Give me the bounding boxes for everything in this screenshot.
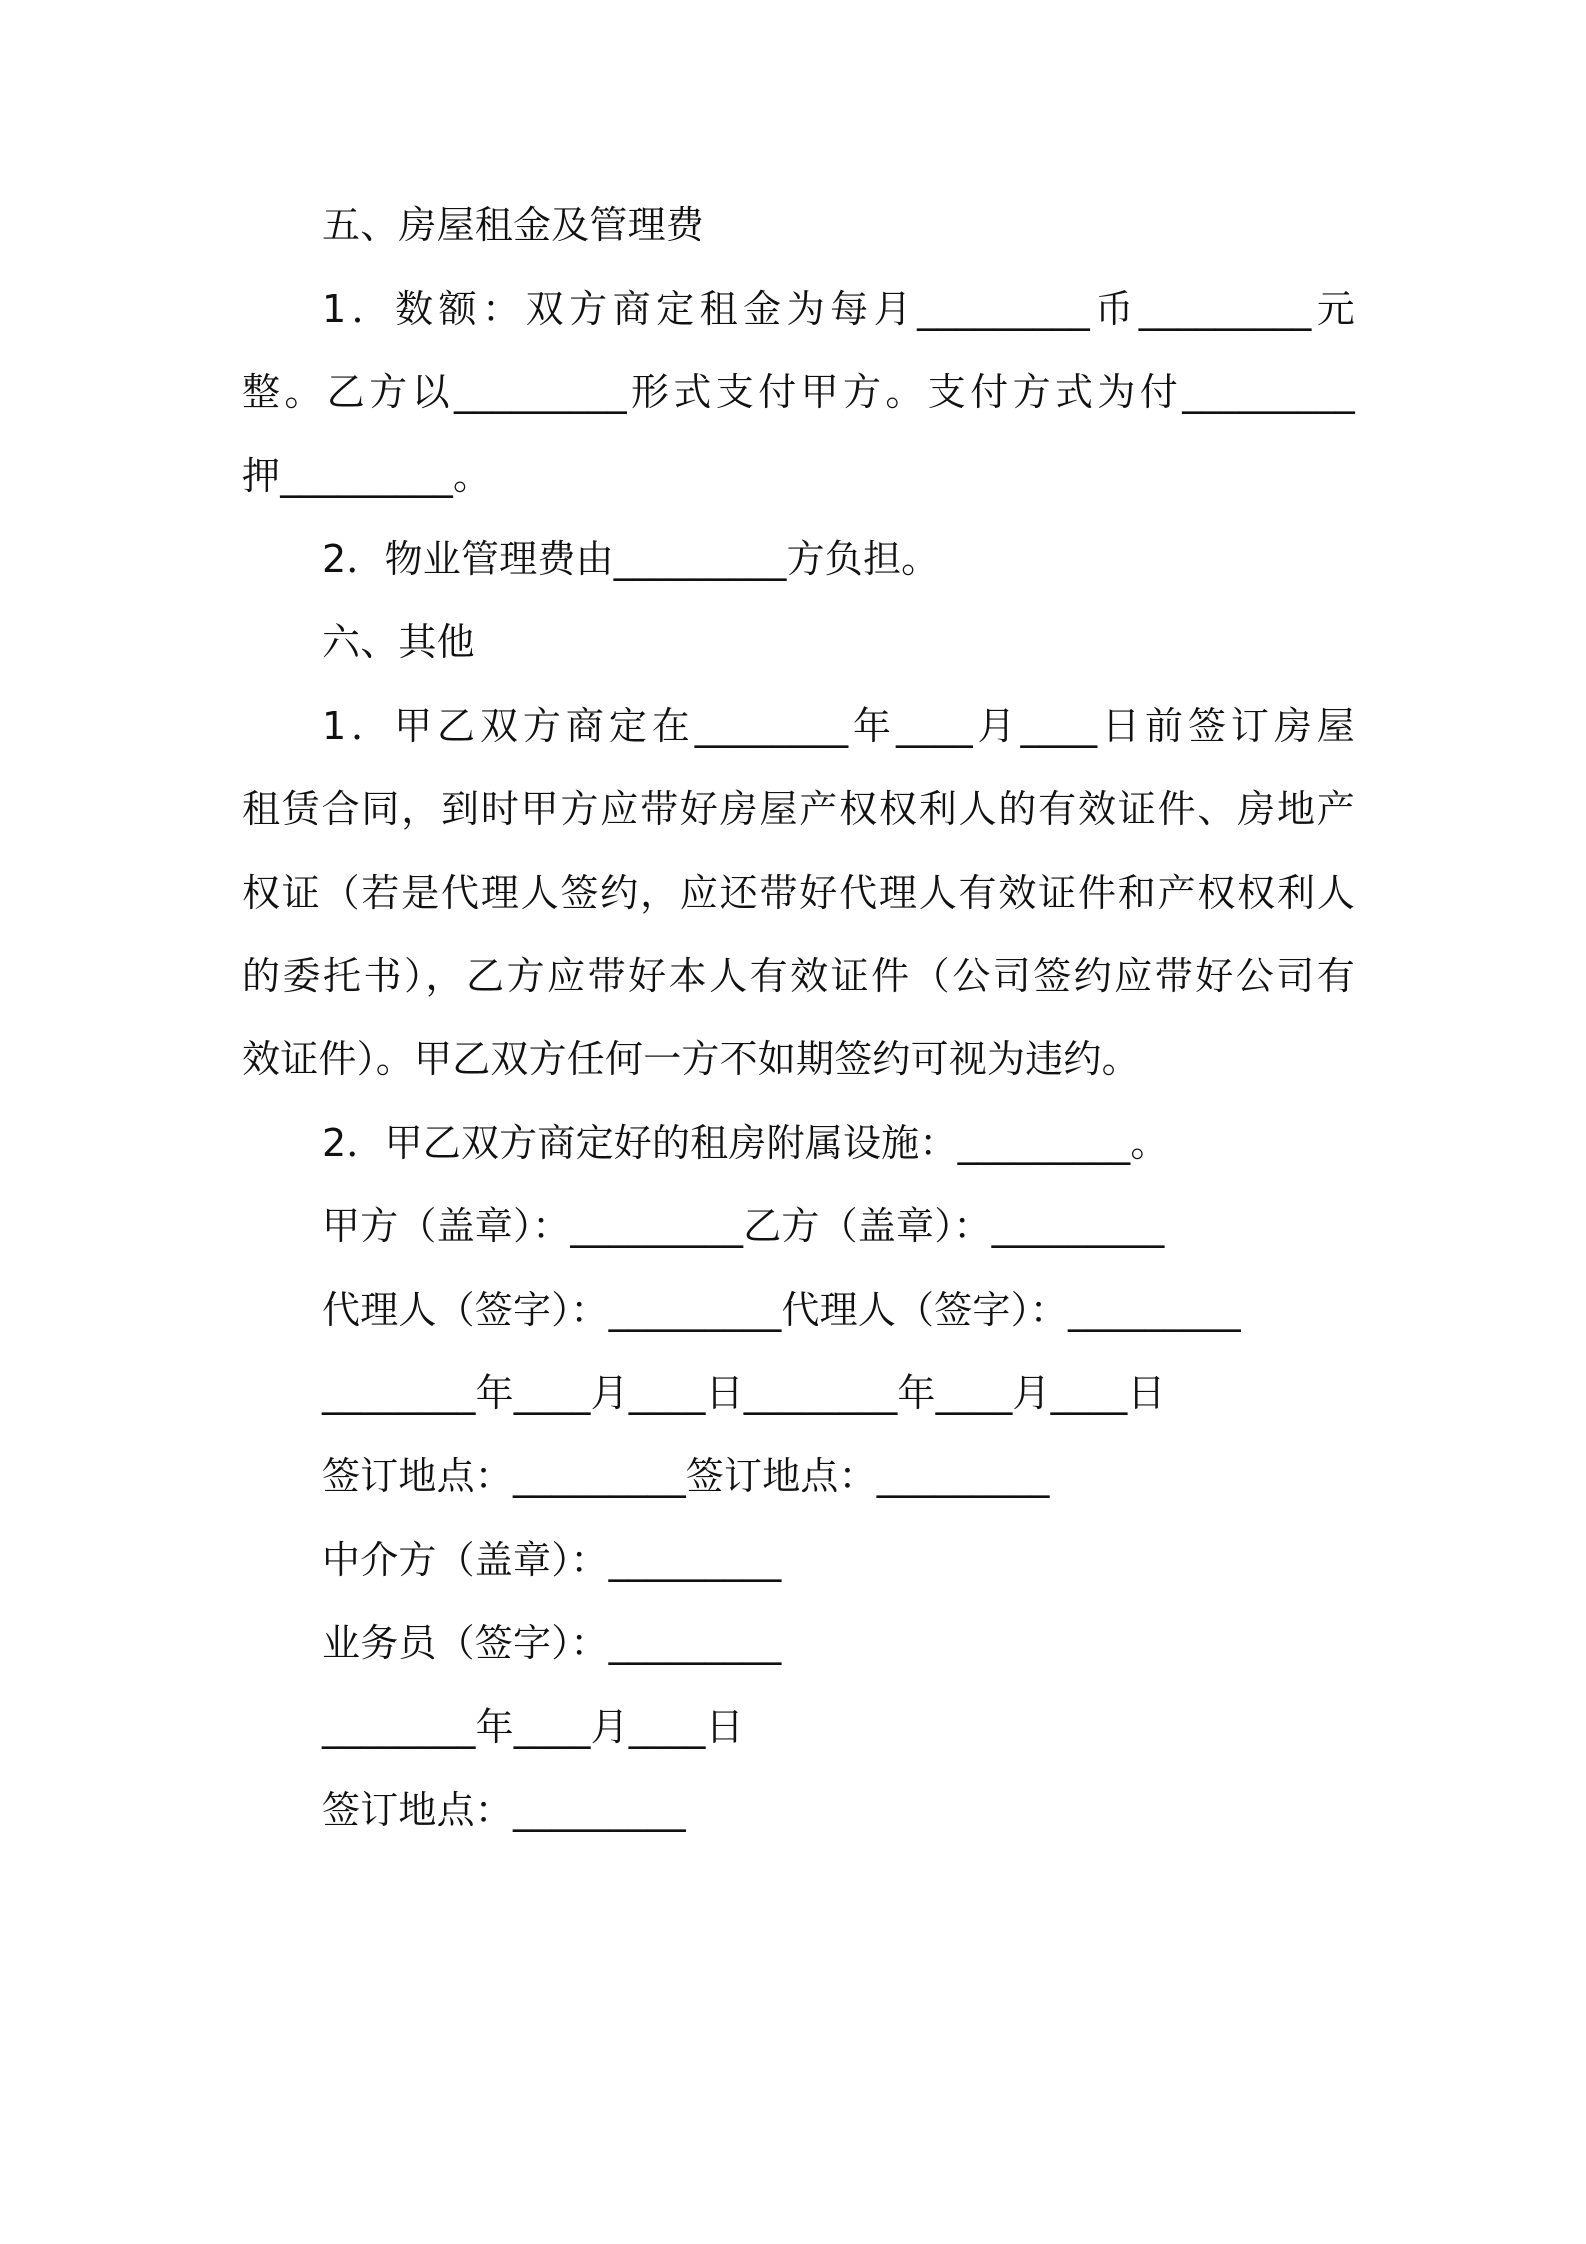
section-6-item-1-line-3: 权证（若是代理人签约，应还带好代理人有效证件和产权权利人 [242, 871, 1355, 915]
section-6-item-1-line-5: 效证件）。甲乙双方任何一方不如期签约可视为违约。 [242, 1037, 1140, 1081]
section-6-item-1-line-2: 租赁合同，到时甲方应带好房屋产权权利人的有效证件、房地产 [242, 787, 1355, 831]
party-seals-line: 甲方（盖章）：_________乙方（盖章）：_________ [322, 1204, 1165, 1248]
intermediary-date-line: ________年____月____日 [322, 1705, 744, 1749]
section-6-item-2: 2．甲乙双方商定好的租房附属设施：_________。 [322, 1121, 1169, 1165]
section-5-item-1-line-2: 整。乙方以_________形式支付甲方。支付方式为付_________ [242, 370, 1355, 414]
section-6-heading: 六、其他 [322, 620, 475, 664]
section-6-item-1-line-4: 的委托书），乙方应带好本人有效证件（公司签约应带好公司有 [242, 954, 1355, 998]
places-line: 签订地点：_________签订地点：_________ [322, 1454, 1050, 1498]
section-5-item-1-line-3: 押_________。 [242, 454, 492, 498]
agents-signature-line: 代理人（签字）：_________代理人（签字）：_________ [322, 1288, 1241, 1332]
dates-line: ________年____月____日________年____月____日 [322, 1371, 1166, 1415]
intermediary-seal-line: 中介方（盖章）：_________ [322, 1538, 782, 1582]
section-6-item-1-line-1: 1．甲乙双方商定在________年____月____日前签订房屋 [322, 704, 1355, 748]
section-5-item-1-line-1: 1．数额：双方商定租金为每月_________币_________元 [322, 287, 1355, 331]
intermediary-place-line: 签订地点：_________ [322, 1788, 686, 1832]
section-5-heading: 五、房屋租金及管理费 [322, 203, 705, 247]
salesperson-signature-line: 业务员（签字）：_________ [322, 1621, 782, 1665]
section-5-item-2: 2．物业管理费由_________方负担。 [322, 537, 940, 581]
